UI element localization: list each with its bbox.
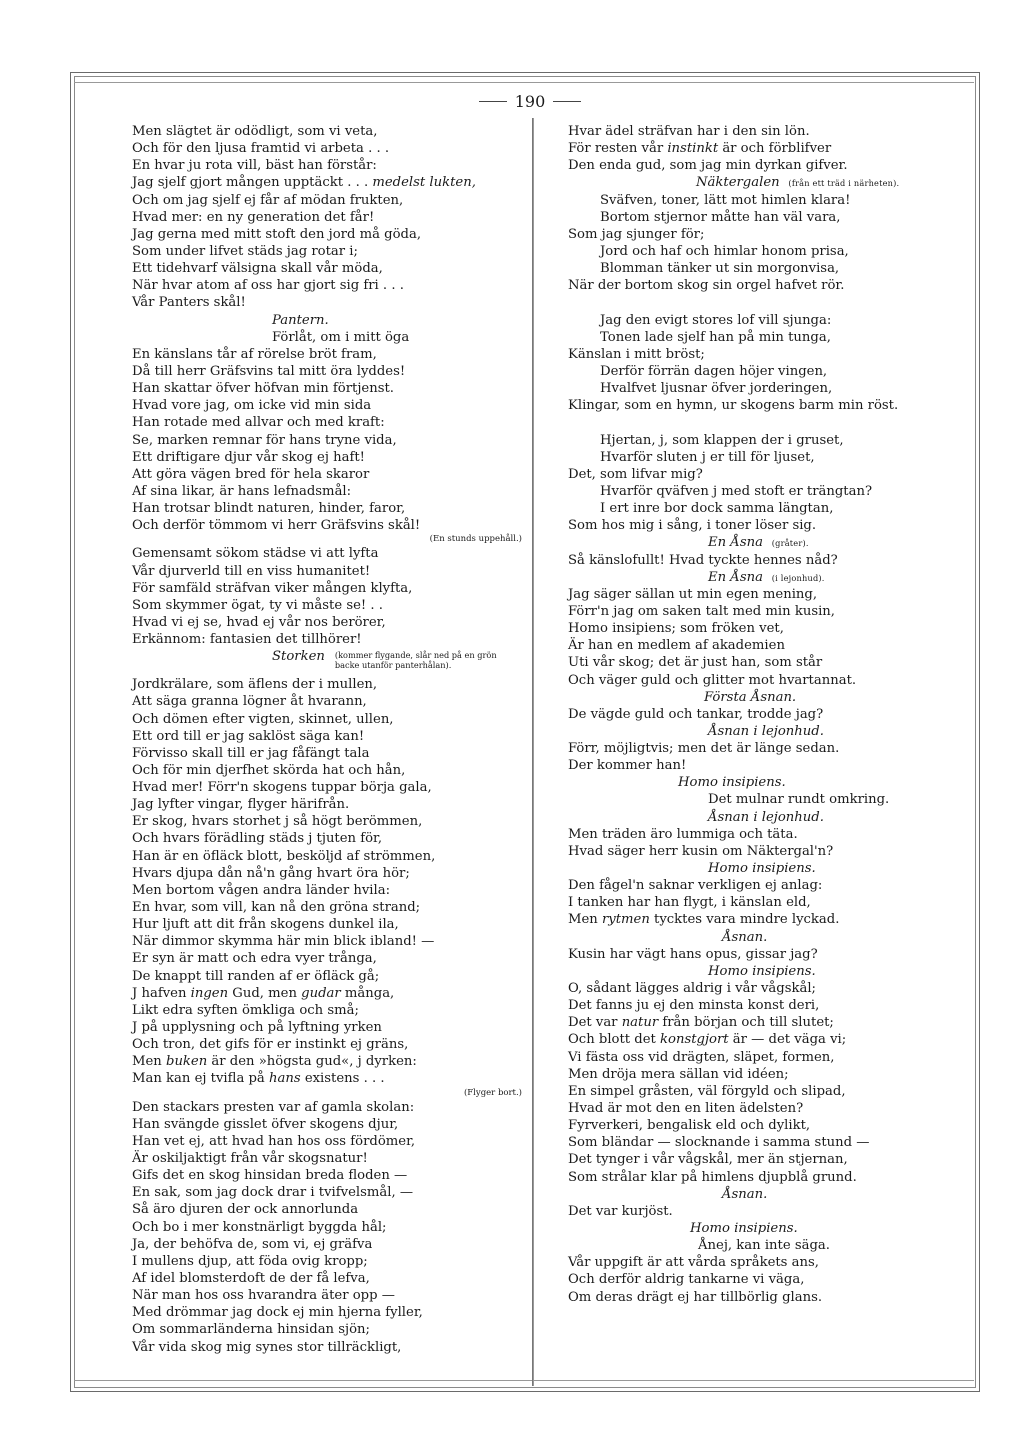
speaker-heading xyxy=(568,689,968,706)
verse-line: I ert inre bor dock samma längtan, xyxy=(600,501,834,517)
verse-line: Den enda gud, som jag min dyrkan gifver. xyxy=(568,158,848,174)
text-run: Det var xyxy=(568,1015,622,1031)
verse-line: Hvad mer: en ny generation det får! xyxy=(132,209,375,225)
column-divider xyxy=(532,118,534,1386)
verse-line: Derför förrän dagen höjer vingen, xyxy=(600,363,828,379)
verse-line: Vår djurverld till en viss humanitet! xyxy=(132,563,371,579)
verse-line: Den stackars presten var af gamla skolan: xyxy=(132,1099,415,1115)
stage-direction: (Flyger bort.) xyxy=(463,1087,522,1098)
verse-line: Erkännom: fantasien det tillhörer! xyxy=(132,632,362,648)
verse-line: Gemensamt sökom städse vi att lyfta xyxy=(132,546,379,562)
verse-line: Vår uppgift är att vårda språkets ans, xyxy=(568,1255,819,1271)
verse-line: Så känslofullt! Hvad tyckte hennes nåd? xyxy=(568,552,838,568)
verse-line: Om deras drägt ej har tillbörlig glans. xyxy=(568,1289,823,1305)
verse-line: En sak, som jag dock drar i tvifvelsmål, — xyxy=(132,1185,414,1201)
verse-line: Hvar ädel sträfvan har i den sin lön. xyxy=(568,124,810,139)
speaker-name: Åsnan. xyxy=(722,1186,768,1202)
verse-line: Han vet ej, att hvad han hos oss fördömer, xyxy=(132,1133,416,1149)
verse-line: Som strålar klar på himlens djupblå grund. xyxy=(568,1169,857,1185)
verse-line: En simpel gråsten, väl förgyld och slipad, xyxy=(568,1083,846,1099)
verse-line: Fyrverkeri, bengalisk eld och dylikt, xyxy=(568,1118,811,1134)
speaker-name: Pantern. xyxy=(272,312,329,328)
text-run: existens . . . xyxy=(300,1071,385,1087)
text-run: Men xyxy=(132,1054,166,1070)
emphasis: konstgjort xyxy=(660,1032,729,1048)
verse-line: Det fanns ju ej den minsta konst deri, xyxy=(568,998,820,1014)
text-run: är den »högsta gud«, j dyrken: xyxy=(207,1054,417,1070)
text-run: Och blott det xyxy=(568,1032,661,1048)
verse-line: O, sådant lägges aldrig i vår vågskål; xyxy=(568,981,816,997)
right-column xyxy=(568,123,968,1306)
stanza-break xyxy=(568,414,968,431)
verse-line: Han är en öfläck blott, besköljd af strömmen, xyxy=(132,848,436,864)
verse-line: Det mulnar rundt omkring. xyxy=(708,792,890,808)
text-run: J hafven xyxy=(132,985,191,1001)
verse-line: Och för den ljusa framtid vi arbeta . . . xyxy=(132,141,390,157)
speaker-heading xyxy=(568,774,968,791)
text-run: Jag sjelf gjort mången upptäckt . . . xyxy=(132,175,373,191)
verse-line: Hvalfvet ljusnar öfver jorderingen, xyxy=(600,381,833,397)
verse-line: Er syn är matt och edra vyer trånga, xyxy=(132,951,377,967)
text-run: många, xyxy=(340,985,395,1001)
verse-line: Ja, der behöfva de, som vi, ej gräfva xyxy=(132,1236,373,1252)
verse-line: Han skattar öfver höfvan min förtjenst. xyxy=(132,381,394,397)
verse-line: Vår Panters skål! xyxy=(132,295,246,311)
verse-line: Och tron, det gifs för er instinkt ej gräns, xyxy=(132,1037,409,1053)
verse-line xyxy=(568,140,968,157)
verse-line: Klingar, som en hymn, ur skogens barm min röst. xyxy=(568,398,899,414)
emphasis: buken xyxy=(166,1054,208,1070)
verse-line: Jord och haf och himlar honom prisa, xyxy=(600,243,849,259)
verse-line: Jag lyfter vingar, flyger härifrån. xyxy=(132,797,350,813)
speaker-heading xyxy=(568,929,968,946)
verse-line: Kusin har vägt hans opus, gissar jag? xyxy=(568,946,818,962)
verse-line: Förr'n jag om saken talt med min kusin, xyxy=(568,603,835,619)
left-column xyxy=(132,123,522,1356)
verse-line: Förr, möjligtvis; men det är länge sedan. xyxy=(568,741,840,757)
text-run: Gud, men xyxy=(228,985,302,1001)
speaker-name: Åsnan i lejonhud. xyxy=(708,809,824,825)
text-run: är och förblifver xyxy=(718,141,832,157)
verse-line: Förvisso skall till er jag fåfängt tala xyxy=(132,745,370,761)
header-dash-left xyxy=(479,101,507,102)
verse-line: Jag den evigt stores lof vill sjunga: xyxy=(600,312,832,328)
speaker-name: Homo insipiens. xyxy=(708,963,816,979)
verse-line: Hjertan, j, som klappen der i gruset, xyxy=(600,432,844,448)
speaker-heading xyxy=(568,860,968,877)
text-run: tycktes vara mindre lyckad. xyxy=(649,912,840,928)
verse-line: Med drömmar jag dock ej min hjerna fyller, xyxy=(132,1305,423,1321)
text-run: från början och till slutet; xyxy=(658,1015,834,1031)
stage-direction: (kommer flygande, slår ned på en grön backe utanför panterhålan). xyxy=(334,650,497,670)
verse-line: Ett driftigare djur vår skog ej haft! xyxy=(132,449,365,465)
verse-line: Och derför tömmom vi herr Gräfsvins skål! xyxy=(132,518,421,534)
verse-line: De knappt till randen af er öfläck gå; xyxy=(132,968,380,984)
emphasis: hans xyxy=(269,1071,301,1087)
verse-line: Som hos mig i sång, i toner löser sig. xyxy=(568,518,817,534)
speaker-name: Första Åsnan. xyxy=(704,689,797,705)
verse-line xyxy=(132,174,522,191)
verse-line: Af sina likar, är hans lefnadsmål: xyxy=(132,483,352,499)
speaker-name: Åsnan. xyxy=(722,929,768,945)
verse-line: Han svängde gisslet öfver skogens djur, xyxy=(132,1116,399,1132)
verse-line xyxy=(568,1031,968,1048)
speaker-name: Näktergalen xyxy=(696,175,780,191)
verse-line: Och för min djerfhet skörda hat och hån, xyxy=(132,762,406,778)
verse-line: Hvarför qväfven j med stoft er trängtan? xyxy=(600,483,873,499)
verse-line: J på upplysning och på lyftning yrken xyxy=(132,1020,382,1036)
verse-line: Se, marken remnar för hans tryne vida, xyxy=(132,432,397,448)
verse-line: Och väger guld och glitter mot hvartannat. xyxy=(568,672,857,688)
verse-line: Ett tidehvarf välsigna skall vår möda, xyxy=(132,261,383,277)
speaker-heading xyxy=(568,569,968,586)
emphasis: instinkt xyxy=(667,141,719,157)
verse-line: Er skog, hvars storhet j så högt berömmen, xyxy=(132,814,423,830)
verse-line: Uti vår skog; det är just han, som står xyxy=(568,655,823,671)
verse-line: Det var kurjöst. xyxy=(568,1203,673,1219)
verse-line xyxy=(132,1070,522,1087)
verse-line: Hur ljuft att dit från skogens dunkel ila, xyxy=(132,917,399,933)
emphasis: ingen xyxy=(190,985,229,1001)
verse-line xyxy=(568,1014,968,1031)
top-rule xyxy=(74,82,974,83)
stage-direction: (från ett träd i närheten). xyxy=(785,178,900,189)
verse-line: Hvad är mot den en liten ädelsten? xyxy=(568,1101,804,1117)
speaker-name: En Åsna xyxy=(708,569,763,585)
verse-line: En hvar ju rota vill, bäst han förstår: xyxy=(132,158,377,174)
verse-line: Då till herr Gräfsvins tal mitt öra lyddes! xyxy=(132,363,406,379)
text-run: Man kan ej tvifla på xyxy=(132,1071,269,1087)
verse-line: Ånej, kan inte säga. xyxy=(698,1238,830,1254)
verse-line: Förlåt, om i mitt öga xyxy=(272,329,410,345)
verse-line: Jordkrälare, som äflens der i mullen, xyxy=(132,677,378,693)
verse-line xyxy=(568,911,968,928)
verse-line: När der bortom skog sin orgel hafvet rör. xyxy=(568,278,845,294)
speaker-name: En Åsna xyxy=(708,535,763,551)
verse-line: Hvad mer! Förr'n skogens tuppar börja gala, xyxy=(132,780,432,796)
verse-line: Blomman tänker ut sin morgonvisa, xyxy=(600,261,840,277)
verse-line: Och dömen efter vigten, skinnet, ullen, xyxy=(132,711,394,727)
verse-line: Jag gerna med mitt stoft den jord må göda, xyxy=(132,226,422,242)
verse-line: Hvad säger herr kusin om Näktergal'n? xyxy=(568,843,834,859)
verse-line: Som bländar — slocknande i samma stund — xyxy=(568,1135,870,1151)
verse-line: För samfäld sträfvan viker mången klyfta, xyxy=(132,580,413,596)
verse-line: Hvad vi ej se, hvad ej vår nos berörer, xyxy=(132,614,386,630)
stage-direction: (gråter). xyxy=(768,538,809,549)
speaker-heading xyxy=(568,1186,968,1203)
verse-line: Men dröja mera sällan vid idéen; xyxy=(568,1066,789,1082)
verse-line: Jag säger sällan ut min egen mening, xyxy=(568,586,818,602)
verse-line: Men slägtet är odödligt, som vi veta, xyxy=(132,124,378,139)
verse-line: Der kommer han! xyxy=(568,758,687,774)
verse-line: Att göra vägen bred för hela skaror xyxy=(132,466,370,482)
bottom-rule xyxy=(74,1380,974,1381)
verse-line: Likt edra syften ömkliga och små; xyxy=(132,1002,359,1018)
verse-line: Homo insipiens; som fröken vet, xyxy=(568,621,784,637)
verse-line: Bortom stjernor måtte han väl vara, xyxy=(600,209,841,225)
verse-line: Som skymmer ögat, ty vi måste se! . . xyxy=(132,597,383,613)
verse-line: Men bortom vågen andra länder hvila: xyxy=(132,882,391,898)
speaker-heading xyxy=(568,963,968,980)
stanza-break xyxy=(568,294,968,311)
speaker-name: Homo insipiens. xyxy=(708,861,816,877)
verse-line: Och derför aldrig tankarne vi väga, xyxy=(568,1272,805,1288)
speaker-heading xyxy=(132,312,522,329)
text-run: är — det väga vi; xyxy=(728,1032,847,1048)
verse-line: Det tynger i vår vågskål, mer än stjernan, xyxy=(568,1152,848,1168)
verse-line: Och om jag sjelf ej får af mödan frukten, xyxy=(132,192,404,208)
verse-line: Hvad vore jag, om icke vid min sida xyxy=(132,398,372,414)
verse-line: Det, som lifvar mig? xyxy=(568,466,703,482)
verse-line: När hvar atom af oss har gjort sig fri . . . xyxy=(132,278,404,294)
emphasis: natur xyxy=(621,1015,659,1031)
verse-line: Han trotsar blindt naturen, hinder, faror, xyxy=(132,501,406,517)
verse-line: De vägde guld och tankar, trodde jag? xyxy=(568,706,824,722)
verse-line: Om sommarländerna hinsidan sjön; xyxy=(132,1322,370,1338)
speaker-name: Storken xyxy=(272,649,325,665)
verse-line: I mullens djup, att föda ovig kropp; xyxy=(132,1253,368,1269)
verse-line xyxy=(132,985,522,1002)
verse-line: Sväfven, toner, lätt mot himlen klara! xyxy=(600,192,851,208)
text-run: För resten vår xyxy=(568,141,668,157)
emphasis: gudar xyxy=(301,985,341,1001)
verse-line: Men träden äro lummiga och täta. xyxy=(568,826,798,842)
verse-line: När dimmor skymma här min blick ibland! — xyxy=(132,934,435,950)
page-header xyxy=(470,90,590,112)
verse-line: Är han en medlem af akademien xyxy=(568,638,785,654)
verse-line: Är oskiljaktigt från vår skogsnatur! xyxy=(132,1151,368,1167)
header-dash-right xyxy=(553,101,581,102)
verse-line: En hvar, som vill, kan nå den gröna strand; xyxy=(132,900,421,916)
verse-line: Han rotade med allvar och med kraft: xyxy=(132,415,385,431)
speaker-heading xyxy=(568,723,968,740)
speaker-name: Åsnan i lejonhud. xyxy=(708,723,824,739)
speaker-heading xyxy=(568,174,968,191)
verse-line: Vi fästa oss vid drägten, släpet, formen, xyxy=(568,1049,835,1065)
verse-line: Vår vida skog mig synes stor tillräckligt, xyxy=(132,1339,402,1355)
verse-line: Hvarför sluten j er till för ljuset, xyxy=(600,449,815,465)
verse-line: Känslan i mitt bröst; xyxy=(568,346,705,362)
verse-line: Tonen lade sjelf han på min tunga, xyxy=(600,329,831,345)
verse-line: Ett ord till er jag saklöst säga kan! xyxy=(132,728,365,744)
verse-line: Af idel blomsterdoft de der få lefva, xyxy=(132,1271,370,1286)
verse-line: Så äro djuren der ock annorlunda xyxy=(132,1202,359,1218)
page-number: 190 xyxy=(514,91,546,111)
verse-line: Gifs det en skog hinsidan breda floden — xyxy=(132,1168,408,1184)
verse-line: Att säga granna lögner åt hvarann, xyxy=(132,694,367,710)
speaker-heading xyxy=(568,809,968,826)
speaker-heading xyxy=(568,1220,968,1237)
verse-line: Den fågel'n saknar verkligen ej anlag: xyxy=(568,878,823,894)
verse-line: Som jag sjunger för; xyxy=(568,226,705,242)
verse-line: Hvars djupa dån nå'n gång hvart öra hör; xyxy=(132,865,410,881)
verse-line: När man hos oss hvarandra äter opp — xyxy=(132,1288,395,1304)
speaker-name: Homo insipiens. xyxy=(678,775,786,791)
stage-direction: (En stunds uppehåll.) xyxy=(429,534,522,545)
verse-line xyxy=(132,1053,522,1070)
verse-line: En känslans tår af rörelse bröt fram, xyxy=(132,346,377,362)
verse-line: I tanken har han flygt, i känslan eld, xyxy=(568,895,811,911)
speaker-heading xyxy=(132,648,522,676)
emphasis: medelst lukten, xyxy=(372,175,476,191)
speaker-name: Homo insipiens. xyxy=(690,1221,798,1236)
speaker-heading xyxy=(568,534,968,551)
stage-direction: (i lejonhud). xyxy=(768,572,825,583)
verse-line: Och hvars förädling städs j tjuten för, xyxy=(132,831,383,847)
text-run: Men xyxy=(568,912,602,928)
verse-line: Och bo i mer konstnärligt byggda hål; xyxy=(132,1219,387,1235)
verse-line: Som under lifvet städs jag rotar i; xyxy=(132,243,358,259)
emphasis: rytmen xyxy=(602,912,650,928)
